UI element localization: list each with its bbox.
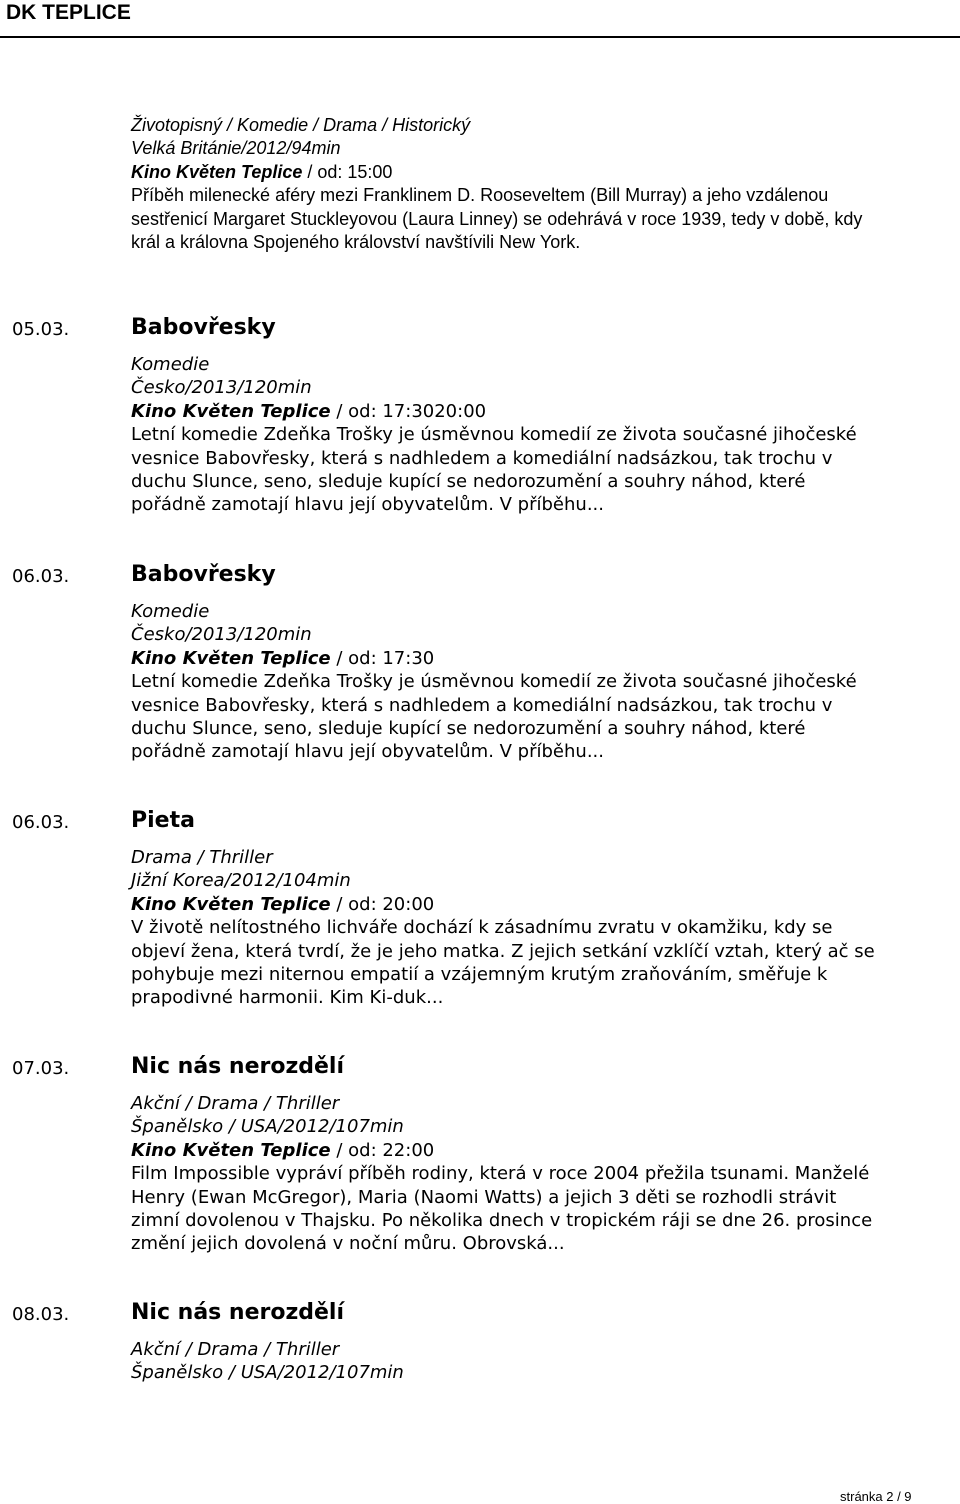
film-origin: Jižní Korea/2012/104min bbox=[131, 870, 351, 892]
film-description: Letní komedie Zdeňka Trošky je úsměvnou komedií ze života současné jihočeské vesnice Babovřesky, která s nadhledem a komediální nadsázkou, tak trochu v duchu Slunce, seno, sleduje kupící se nedorozumění a souhry náhod, které pořádně zamotají hlavu její obyvatelům. V příběhu... bbox=[131, 424, 857, 516]
film-description: Letní komedie Zdeňka Trošky je úsměvnou komedií ze života současné jihočeské vesnice Babovřesky, která s nadhledem a komediální nadsázkou, tak trochu v duchu Slunce, seno, sleduje kupící se nedorozumění a souhry náhod, které pořádně zamotají hlavu její obyvatelům. V příběhu... bbox=[131, 671, 857, 763]
film-details bbox=[131, 846, 876, 1010]
film-origin: Česko/2013/120min bbox=[131, 624, 312, 646]
cinema-name: Kino Květen Teplice bbox=[131, 1139, 331, 1161]
film-info bbox=[131, 114, 891, 184]
film-description: Film Impossible vypráví příběh rodiny, která v roce 2004 přežila tsunami. Manželé Henry (Ewan McGregor), Maria (Naomi Watts) a jejich 3 děti se rozhodli strávit zimní dovolenou v Thajsku. Po několika dnech v tropickém ráji se dne 26. prosince změní jejich dovolená v noční můru. Obrovská... bbox=[131, 1163, 873, 1255]
film-origin: Španělsko / USA/2012/107min bbox=[131, 1362, 404, 1384]
film-description: Příběh milenecké aféry mezi Franklinem D. Rooseveltem (Bill Murray) a jeho vzdálenou sestřenicí Margaret Stuckleyovou (Laura Linney) se odehrává v roce 1939, tedy v době, kdy král a královna Spojeného království navštívili New York. bbox=[131, 185, 863, 253]
film-title: Babovřesky bbox=[131, 562, 276, 587]
film-details bbox=[131, 353, 876, 517]
film-genre: Životopisný / Komedie / Drama / Historický bbox=[131, 115, 471, 135]
film-title: Babovřesky bbox=[131, 315, 276, 340]
screening-date: 06.03. bbox=[12, 566, 70, 587]
film-genre: Komedie bbox=[131, 354, 210, 375]
film-screening bbox=[131, 1139, 876, 1162]
film-origin: Španělsko / USA/2012/107min bbox=[131, 1116, 404, 1138]
screening-date: 07.03. bbox=[12, 1058, 70, 1079]
cinema-name: Kino Květen Teplice bbox=[131, 893, 331, 915]
screening-time: / od: 17:3020:00 bbox=[330, 400, 487, 422]
screening-time: / od: 17:30 bbox=[330, 647, 435, 669]
film-genre: Akční / Drama / Thriller bbox=[131, 1339, 340, 1360]
film-title: Pieta bbox=[131, 808, 195, 833]
film-screening bbox=[131, 400, 876, 423]
film-genre: Komedie bbox=[131, 601, 210, 622]
page-number: stránka 2 / 9 bbox=[840, 1489, 912, 1504]
screening-time: / od: 15:00 bbox=[302, 161, 393, 182]
film-title: Nic nás nerozdělí bbox=[131, 1300, 345, 1325]
screening-date: 06.03. bbox=[12, 812, 70, 833]
film-origin: Velká Británie/2012/94min bbox=[131, 138, 341, 159]
cinema-name: Kino Květen Teplice bbox=[131, 161, 303, 182]
film-screening bbox=[131, 647, 876, 670]
film-genre: Drama / Thriller bbox=[131, 847, 273, 868]
film-screening bbox=[131, 161, 891, 184]
cinema-name: Kino Květen Teplice bbox=[131, 400, 331, 422]
film-genre: Akční / Drama / Thriller bbox=[131, 1093, 340, 1114]
film-screening bbox=[131, 893, 876, 916]
screening-date: 08.03. bbox=[12, 1304, 70, 1325]
page-header bbox=[0, 0, 960, 38]
film-origin: Česko/2013/120min bbox=[131, 377, 312, 399]
screening-date: 05.03. bbox=[12, 319, 70, 340]
continued-film-entry bbox=[131, 114, 891, 254]
film-title: Nic nás nerozdělí bbox=[131, 1054, 345, 1079]
cinema-name: Kino Květen Teplice bbox=[131, 647, 331, 669]
screening-time: / od: 20:00 bbox=[330, 893, 435, 915]
film-details bbox=[131, 1338, 876, 1385]
film-details bbox=[131, 600, 876, 764]
film-description: V životě nelítostného lichváře dochází k zásadnímu zvratu v okamžiku, kdy se objeví žena, která tvrdí, že je jeho matka. Z jejich setkání vzklíčí vztah, který ač se pohybuje mezi niternou empatií a vzájemným krutým zraňováním, směřuje k prapodivné harmonii. Kim Ki-duk... bbox=[131, 917, 875, 1009]
screening-time: / od: 22:00 bbox=[330, 1139, 435, 1161]
header-title: DK TEPLICE bbox=[6, 1, 131, 24]
film-details bbox=[131, 1092, 876, 1256]
